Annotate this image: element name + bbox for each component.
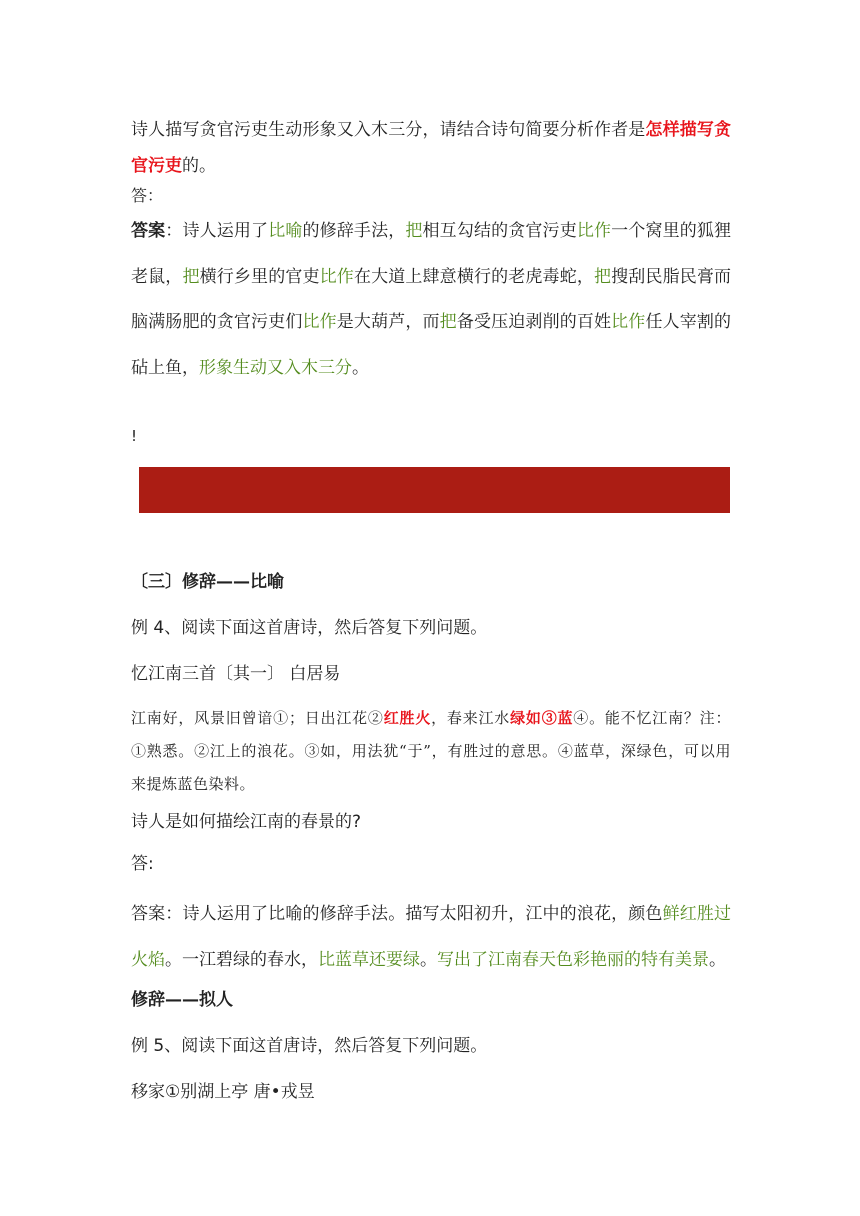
answer-2-key: 鲜红胜过火焰: [131, 904, 732, 970]
exclamation-mark: !: [131, 427, 138, 445]
answer-1-key: 把: [182, 266, 200, 287]
answer-1-label: 答案: [131, 221, 166, 241]
answer-2-key: 写出了江南春天色彩艳丽的特有美景: [437, 949, 709, 970]
poem-1-highlight: 红胜火: [383, 709, 432, 727]
answer-1: [131, 209, 731, 391]
section-personification-heading: 修辞——拟人: [131, 990, 233, 1010]
question-1-highlight: 怎样描写贪官污吏: [131, 120, 732, 176]
answer-1-seg: 任人宰割的砧上鱼，: [131, 312, 732, 378]
answer-2-seg: 。: [420, 949, 437, 970]
question-2: 诗人是如何描绘江南的春景的?: [131, 812, 362, 832]
answer-1-key: 把: [405, 221, 423, 241]
answer-1-key: 形象生动又入木三分: [199, 357, 352, 378]
answer-2: [131, 892, 731, 983]
answer-1-seg: 是大葫芦，而: [336, 312, 440, 332]
example-4: 例 4、阅读下面这首唐诗，然后答复下列问题。: [131, 618, 488, 638]
poem-1-seg: 江南好，风景旧曾谙①；日出江花②: [131, 709, 384, 727]
question-1-text: 诗人描写贪官污吏生动形象又入木三分，请结合诗句简要分析作者是: [131, 120, 646, 140]
answer-1-seg: 备受压迫剥削的百姓: [456, 312, 612, 332]
answer-2-seg: 答案：诗人运用了比喻的修辞手法。描写太阳初升，江中的浪花，颜色: [131, 904, 663, 924]
answer-1-key: 比作: [576, 221, 612, 241]
poem-2-title: 移家①别湖上亭 唐•戎昱: [131, 1082, 315, 1102]
answer-label-1: 答：: [131, 186, 164, 205]
section-3-heading: [131, 568, 731, 596]
answer-2-seg: 。: [709, 949, 726, 970]
answer-1-seg: 。: [352, 357, 369, 378]
example-5: 例 5、阅读下面这首唐诗，然后答复下列问题。: [131, 1036, 488, 1056]
question-1-end: 的。: [182, 156, 216, 176]
red-banner: [139, 467, 730, 513]
answer-1-key: 比作: [319, 266, 354, 287]
answer-1-seg: 横行乡里的官吏: [199, 266, 320, 287]
answer-1-key: 把: [594, 266, 612, 287]
answer-label-2: 答:: [131, 854, 154, 874]
poem-1-text: [131, 702, 731, 801]
poem-1-highlight: 绿如③蓝: [510, 709, 574, 727]
answer-1-key: 把: [439, 312, 457, 332]
answer-1-key: 比作: [611, 312, 646, 332]
answer-1-key: 比作: [302, 312, 337, 332]
answer-1-seg: 搜刮民脂民膏而脑满肠肥的贪官污吏们: [131, 266, 732, 332]
answer-1-seg: 在大道上肆意横行的老虎毒蛇，: [353, 266, 594, 287]
poem-1-seg: ，春来江水: [431, 709, 511, 727]
answer-1-seg: 的修辞手法，: [302, 221, 406, 241]
answer-2-seg: 。一江碧绿的春水，: [165, 949, 318, 970]
section-3-heading-text: 〔三〕修辞——比喻: [131, 572, 284, 592]
answer-1-seg: ：诗人运用了: [165, 221, 269, 241]
poem-1-seg: ④。能不忆江南？注：①熟悉。②江上的浪花。③如，用法犹“于”，有胜过的意思。④蓝草，深绿色，可以用来提炼蓝色染料。: [131, 709, 731, 793]
poem-1-title: 忆江南三首〔其一〕 白居易: [131, 664, 341, 684]
answer-1-key: 比喻: [268, 221, 303, 241]
answer-1-seg: 相互勾结的贪官污吏: [422, 221, 577, 241]
answer-1-seg: 一个窝里的狐狸老鼠，: [131, 221, 732, 287]
question-1: [131, 112, 731, 184]
answer-2-key: 比蓝草还要绿: [318, 949, 420, 970]
